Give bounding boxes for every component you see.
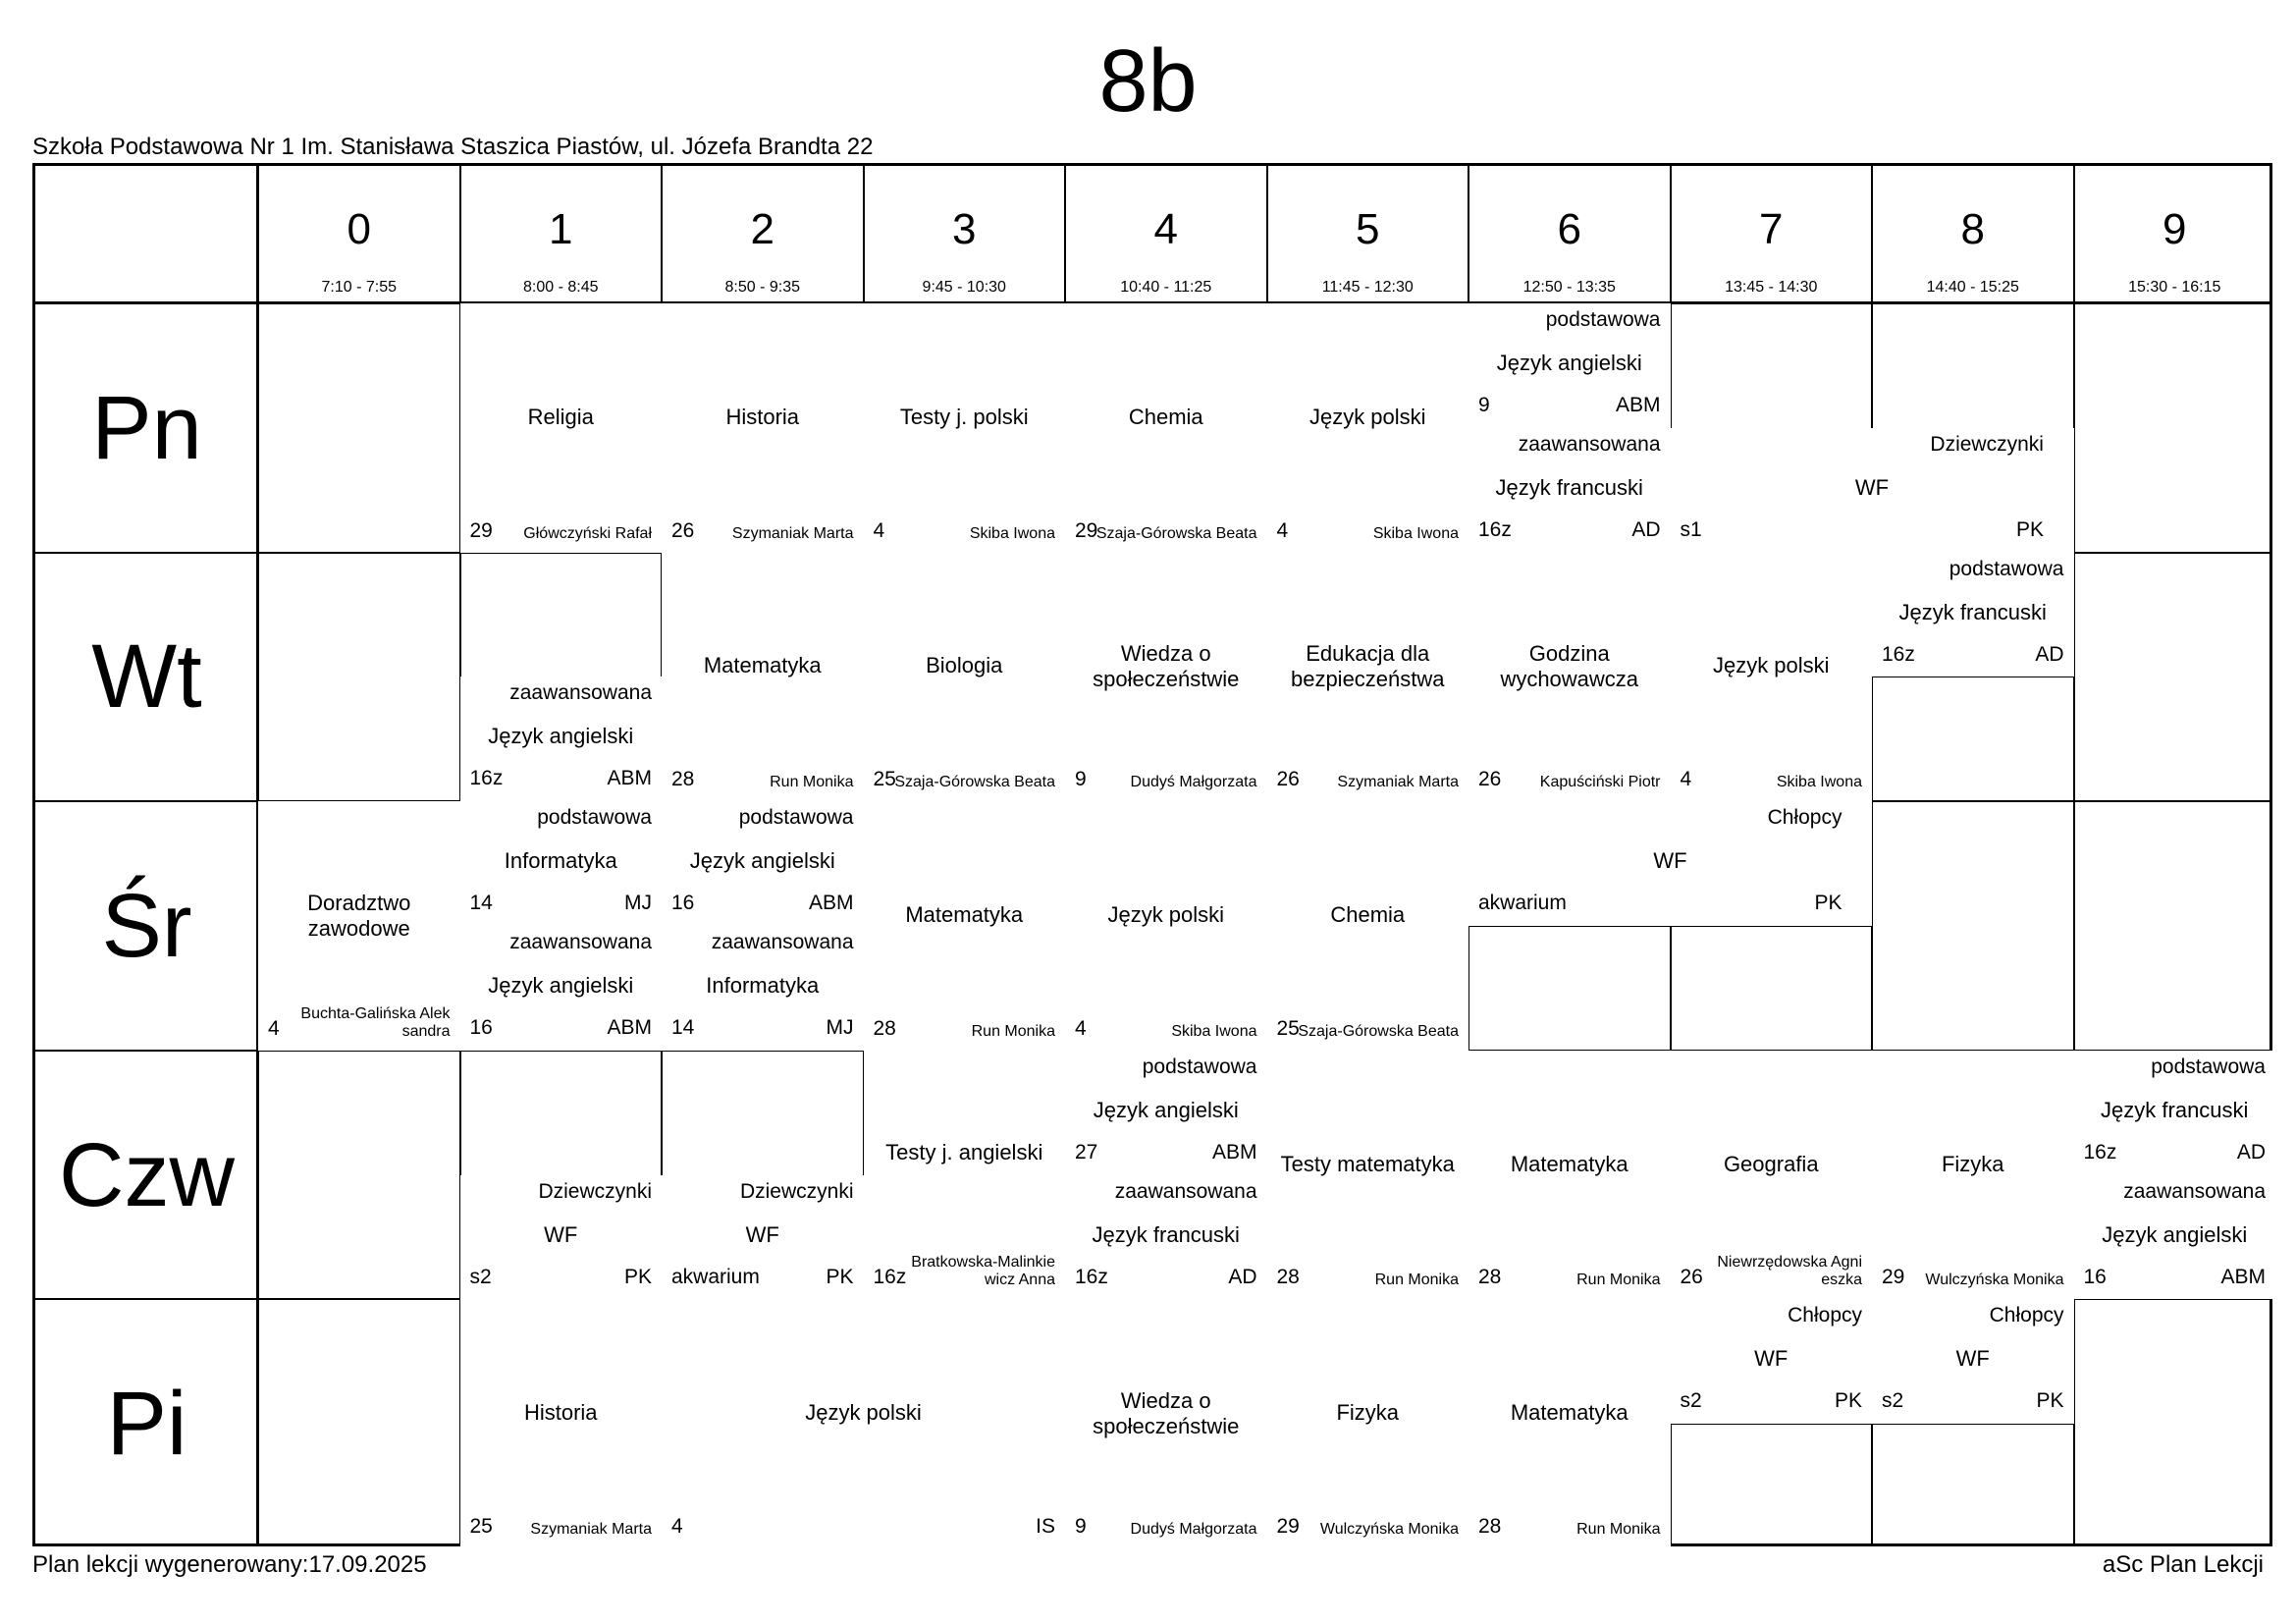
lesson-subject: Religia: [527, 404, 594, 429]
lesson-cell[interactable]: [1468, 303, 1671, 428]
lesson-cell[interactable]: [1468, 1299, 1671, 1548]
period-header-5: [1267, 166, 1469, 303]
school-name: Szkoła Podstawowa Nr 1 Im. Stanisława Staszica Piastów, ul. Józefa Brandta 22: [32, 134, 874, 160]
period-number: 1: [549, 205, 573, 253]
lesson-subject: Fizyka: [1336, 1400, 1400, 1426]
lesson-room: 9: [1478, 394, 1490, 416]
period-header-6: [1468, 166, 1671, 303]
period-header-2: [662, 166, 864, 303]
lesson-group: podstawowa: [738, 806, 854, 830]
lesson-room: s2: [469, 1265, 492, 1288]
lesson-subject: Wiedza o społeczeństwie: [1093, 1388, 1240, 1439]
lesson-subject: Testy j. polski: [899, 404, 1029, 429]
lesson-subject: Język angielski: [488, 973, 634, 998]
lesson-teacher: Niewrzędowska Agnieszka: [1717, 1254, 1862, 1289]
lesson-cell[interactable]: [1065, 801, 1267, 1051]
lesson-room: 4: [268, 1016, 280, 1040]
lesson-cell[interactable]: [460, 303, 663, 553]
lesson-teacher: ABM: [607, 767, 652, 790]
lesson-room: 16z: [2083, 1140, 2117, 1164]
lesson-room: 4: [1276, 518, 1289, 542]
period-header-4: [1065, 166, 1267, 303]
lesson-teacher: ABM: [607, 1016, 652, 1039]
lesson-room: 28: [671, 768, 695, 791]
period-time: 14:40 - 15:25: [1926, 279, 2019, 296]
lesson-room: akwarium: [671, 1265, 760, 1288]
class-title: 8b: [1098, 32, 1198, 131]
lesson-cell[interactable]: [1267, 553, 1469, 802]
lesson-teacher: ABM: [2220, 1265, 2266, 1288]
lesson-cell[interactable]: [864, 303, 1066, 553]
lesson-room: 29: [469, 518, 493, 542]
lesson-subject: Historia: [725, 404, 800, 429]
period-time: 8:00 - 8:45: [523, 279, 599, 296]
lesson-teacher: AD: [1631, 517, 1661, 541]
lesson-teacher: Kapuściński Piotr: [1539, 774, 1661, 791]
period-header-9: [2074, 166, 2276, 303]
generated-date: Plan lekcji wygenerowany:17.09.2025: [32, 1551, 427, 1578]
group-divider: [1872, 1424, 2074, 1425]
lesson-teacher: MJ: [624, 892, 652, 915]
lesson-cell[interactable]: [258, 801, 460, 1051]
lesson-subject: Język francuski: [1495, 474, 1643, 500]
lesson-room: 28: [1478, 1266, 1502, 1289]
lesson-teacher: PK: [1834, 1389, 1862, 1413]
lesson-room: 28: [873, 1016, 896, 1040]
lesson-teacher: Run Monika: [1576, 1272, 1661, 1289]
period-number: 7: [1759, 205, 1784, 253]
lesson-subject: Język polski: [805, 1400, 922, 1426]
lesson-group: podstawowa: [2151, 1055, 2266, 1078]
lesson-teacher: PK: [2015, 517, 2044, 541]
lesson-room: 4: [1075, 1016, 1087, 1040]
day-label-0: Pn: [91, 377, 202, 478]
lesson-teacher: PK: [1814, 892, 1842, 915]
lesson-room: akwarium: [1478, 892, 1567, 915]
lesson-cell[interactable]: [864, 1051, 1066, 1300]
lesson-cell[interactable]: [460, 1175, 663, 1300]
lesson-cell[interactable]: [1468, 553, 1671, 802]
lesson-subject: Chemia: [1128, 404, 1203, 429]
lesson-subject: WF: [745, 1221, 779, 1247]
lesson-room: 14: [671, 1016, 695, 1039]
lesson-subject: Język francuski: [1898, 599, 2047, 624]
lesson-teacher: ABM: [1211, 1140, 1257, 1164]
lesson-teacher: Szymaniak Marta: [1337, 774, 1459, 791]
lesson-teacher: Buchta-Galińska Aleksandra: [300, 1004, 451, 1040]
lesson-group: Chłopcy: [1788, 1304, 1862, 1327]
lesson-group: zaawansowana: [711, 931, 854, 953]
lesson-subject: Język angielski: [488, 724, 634, 749]
period-number: 0: [347, 205, 371, 253]
generator-label: aSc Plan Lekcji: [2102, 1551, 2264, 1578]
lesson-cell[interactable]: [2074, 1051, 2276, 1175]
lesson-group: zaawansowana: [509, 931, 652, 953]
lesson-subject: WF: [544, 1221, 578, 1247]
lesson-teacher: Skiba Iwona: [1776, 774, 1862, 791]
lesson-room: 28: [1276, 1266, 1300, 1289]
lesson-room: 28: [1478, 1514, 1502, 1538]
lesson-cell[interactable]: [1468, 1051, 1671, 1300]
lesson-subject: Doradztwo zawodowe: [307, 890, 411, 941]
lesson-room: 26: [671, 518, 695, 542]
lesson-group: podstawowa: [537, 806, 652, 830]
period-header-0: [258, 166, 460, 303]
timetable-grid: [32, 163, 2272, 1546]
lesson-subject: Geografia: [1723, 1151, 1819, 1176]
lesson-room: 16: [671, 892, 695, 915]
lesson-room: 16z: [873, 1266, 907, 1289]
lesson-teacher: Szymaniak Marta: [530, 1520, 652, 1538]
lesson-cell[interactable]: [460, 926, 663, 1051]
lesson-subject: Historia: [523, 1400, 598, 1426]
lesson-cell[interactable]: [1267, 1051, 1469, 1300]
lesson-subject: Testy matematyka: [1280, 1151, 1455, 1176]
lesson-subject: Edukacja dla bezpieczeństwa: [1290, 641, 1445, 692]
period-time: 11:45 - 12:30: [1321, 279, 1414, 296]
lesson-subject: Wiedza o społeczeństwie: [1093, 641, 1240, 692]
lesson-group: Dziewczynki: [1930, 432, 2044, 456]
lesson-subject: Matematyka: [1510, 1151, 1629, 1176]
group-divider: [1468, 926, 1872, 927]
lesson-teacher: Run Monika: [770, 774, 854, 791]
lesson-teacher: PK: [623, 1265, 652, 1288]
lesson-group: zaawansowana: [2123, 1179, 2266, 1203]
lesson-subject: WF: [1653, 848, 1687, 874]
lesson-cell[interactable]: [1065, 303, 1267, 553]
lesson-teacher: Główczyński Rafał: [523, 524, 652, 542]
period-number: 6: [1557, 205, 1581, 253]
lesson-room: 29: [1882, 1266, 1905, 1289]
period-header-1: [460, 166, 663, 303]
lesson-cell[interactable]: [864, 801, 1066, 1051]
lesson-group: Chłopcy: [1989, 1304, 2064, 1327]
lesson-cell[interactable]: [662, 553, 864, 802]
lesson-teacher: Szaja-Górowska Beata: [1298, 1022, 1459, 1040]
lesson-group: zaawansowana: [509, 681, 652, 705]
lesson-group: Dziewczynki: [739, 1179, 854, 1203]
lesson-cell[interactable]: [1468, 801, 1872, 926]
lesson-subject: WF: [1854, 474, 1890, 500]
period-time: 7:10 - 7:55: [321, 279, 397, 296]
lesson-subject: Język polski: [1107, 901, 1225, 927]
lesson-room: 26: [1680, 1266, 1703, 1289]
lesson-subject: Język angielski: [2102, 1221, 2248, 1247]
lesson-teacher: Wulczyńska Monika: [1925, 1272, 2064, 1289]
lesson-room: 25: [1276, 1016, 1300, 1040]
lesson-subject: Testy j. angielski: [885, 1139, 1043, 1164]
lesson-teacher: PK: [2036, 1389, 2064, 1413]
lesson-cell[interactable]: [662, 1299, 1065, 1548]
lesson-subject: Język angielski: [1496, 351, 1642, 375]
lesson-room: 27: [1075, 1140, 1098, 1164]
lesson-teacher: Skiba Iwona: [1372, 524, 1459, 542]
lesson-room: 29: [1075, 518, 1098, 542]
lesson-teacher: Szaja-Górowska Beata: [1095, 524, 1257, 542]
lesson-teacher: ABM: [1615, 394, 1661, 416]
lesson-subject: Matematyka: [905, 901, 1024, 927]
period-number: 4: [1153, 205, 1178, 253]
lesson-subject: Chemia: [1330, 901, 1406, 927]
period-time: 9:45 - 10:30: [922, 279, 1006, 296]
lesson-cell[interactable]: [2074, 1175, 2276, 1300]
lesson-teacher: AD: [2236, 1140, 2266, 1164]
period-header-8: [1872, 166, 2074, 303]
lesson-room: 16: [469, 1016, 493, 1039]
period-time: 10:40 - 11:25: [1120, 279, 1212, 296]
group-divider: [1671, 1424, 1873, 1425]
day-label-4: Pi: [106, 1374, 187, 1475]
lesson-room: 25: [469, 1514, 493, 1538]
lesson-subject: Matematyka: [703, 653, 822, 678]
lesson-cell[interactable]: [1872, 553, 2074, 677]
lesson-subject: WF: [1955, 1346, 1990, 1372]
lesson-cell[interactable]: [460, 677, 663, 801]
lesson-cell[interactable]: [662, 926, 864, 1051]
lesson-room: s1: [1680, 517, 1702, 541]
lesson-cell[interactable]: [1671, 1299, 1873, 1424]
lesson-room: 14: [469, 892, 493, 915]
lesson-subject: Język angielski: [689, 848, 835, 874]
lesson-teacher: Dudyś Małgorzata: [1130, 1520, 1257, 1538]
lesson-group: podstawowa: [1949, 557, 2064, 580]
lesson-subject: Godzina wychowawcza: [1500, 641, 1639, 692]
period-number: 2: [750, 205, 774, 253]
lesson-room: s2: [1882, 1389, 1904, 1413]
lesson-cell[interactable]: [662, 303, 864, 553]
period-header-7: [1671, 166, 1873, 303]
lesson-subject: Język francuski: [1092, 1221, 1240, 1247]
period-number: 5: [1356, 205, 1380, 253]
lesson-subject: Matematyka: [1510, 1400, 1629, 1426]
lesson-room: 26: [1478, 768, 1502, 791]
lesson-cell[interactable]: [1065, 1299, 1267, 1548]
lesson-subject: Język polski: [1712, 653, 1830, 678]
lesson-cell[interactable]: [460, 1299, 663, 1548]
lesson-room: 16: [2083, 1265, 2107, 1288]
lesson-teacher: IS: [1036, 1514, 1055, 1538]
lesson-group: podstawowa: [1142, 1055, 1257, 1078]
lesson-teacher: MJ: [826, 1016, 854, 1039]
lesson-room: 16z: [1882, 642, 1915, 666]
period-time: 13:45 - 14:30: [1725, 279, 1818, 296]
lesson-cell[interactable]: [1267, 1299, 1469, 1548]
lesson-cell[interactable]: [1671, 553, 1873, 802]
lesson-subject: WF: [1754, 1346, 1789, 1372]
period-number: 9: [2163, 205, 2187, 253]
lesson-cell[interactable]: [460, 801, 663, 926]
lesson-group: podstawowa: [1545, 308, 1661, 331]
lesson-cell[interactable]: [1671, 1051, 1873, 1300]
lesson-cell[interactable]: [662, 1175, 864, 1300]
period-time: 8:50 - 9:35: [724, 279, 800, 296]
lesson-cell[interactable]: [1267, 801, 1469, 1051]
lesson-subject: Język polski: [1308, 404, 1426, 429]
lesson-teacher: AD: [1228, 1265, 1257, 1288]
period-number: 3: [952, 205, 977, 253]
lesson-teacher: ABM: [808, 892, 854, 915]
lesson-room: 26: [1276, 768, 1300, 791]
lesson-teacher: Run Monika: [971, 1022, 1055, 1040]
lesson-room: 16z: [469, 767, 504, 790]
lesson-cell[interactable]: [1671, 428, 2074, 553]
lesson-cell[interactable]: [1065, 1051, 1267, 1175]
lesson-teacher: AD: [2035, 642, 2064, 666]
lesson-room: 29: [1276, 1514, 1300, 1538]
lesson-teacher: PK: [826, 1265, 854, 1288]
lesson-teacher: Skiba Iwona: [1171, 1022, 1257, 1040]
lesson-subject: Biologia: [926, 653, 1003, 678]
lesson-teacher: Wulczyńska Monika: [1319, 1520, 1459, 1538]
lesson-room: 16z: [1478, 517, 1512, 541]
lesson-teacher: Run Monika: [1576, 1520, 1661, 1538]
day-label-3: Czw: [59, 1124, 235, 1225]
lesson-cell[interactable]: [1872, 1299, 2074, 1424]
lesson-room: 9: [1075, 768, 1087, 791]
lesson-room: 16z: [1075, 1265, 1108, 1288]
lesson-subject: Informatyka: [504, 848, 617, 874]
day-label-2: Śr: [101, 876, 192, 976]
lesson-room: 4: [1680, 768, 1692, 791]
lesson-cell[interactable]: [864, 553, 1066, 802]
day-label-1: Wt: [91, 626, 202, 728]
lesson-room: 9: [1075, 1514, 1087, 1538]
lesson-room: s2: [1680, 1389, 1702, 1413]
lesson-teacher: Dudyś Małgorzata: [1130, 774, 1257, 791]
lesson-subject: Fizyka: [1941, 1151, 2004, 1176]
lesson-teacher: Skiba Iwona: [969, 524, 1055, 542]
lesson-cell[interactable]: [1267, 303, 1469, 553]
lesson-room: 4: [671, 1514, 683, 1538]
lesson-room: 4: [873, 518, 885, 542]
lesson-cell[interactable]: [1065, 1175, 1267, 1300]
period-number: 8: [1960, 205, 1985, 253]
lesson-teacher: Szymaniak Marta: [731, 524, 854, 542]
period-time: 12:50 - 13:35: [1522, 279, 1616, 296]
lesson-group: zaawansowana: [1114, 1179, 1257, 1203]
lesson-teacher: Bratkowska-Malinkiewicz Anna: [911, 1254, 1055, 1289]
lesson-group: Chłopcy: [1767, 806, 1842, 830]
lesson-cell[interactable]: [1872, 1051, 2074, 1300]
lesson-teacher: Run Monika: [1374, 1272, 1459, 1289]
lesson-cell[interactable]: [662, 801, 864, 926]
lesson-cell[interactable]: [1468, 428, 1671, 553]
lesson-subject: Informatyka: [706, 973, 820, 998]
lesson-cell[interactable]: [1065, 553, 1267, 802]
period-header-3: [864, 166, 1066, 303]
period-time: 15:30 - 16:15: [2128, 279, 2221, 296]
lesson-group: Dziewczynki: [538, 1179, 652, 1203]
lesson-group: zaawansowana: [1518, 432, 1661, 456]
lesson-subject: Język angielski: [1093, 1097, 1239, 1122]
lesson-teacher: Szaja-Górowska Beata: [894, 774, 1055, 791]
lesson-subject: Język francuski: [2101, 1097, 2249, 1122]
lesson-room: 25: [873, 768, 896, 791]
